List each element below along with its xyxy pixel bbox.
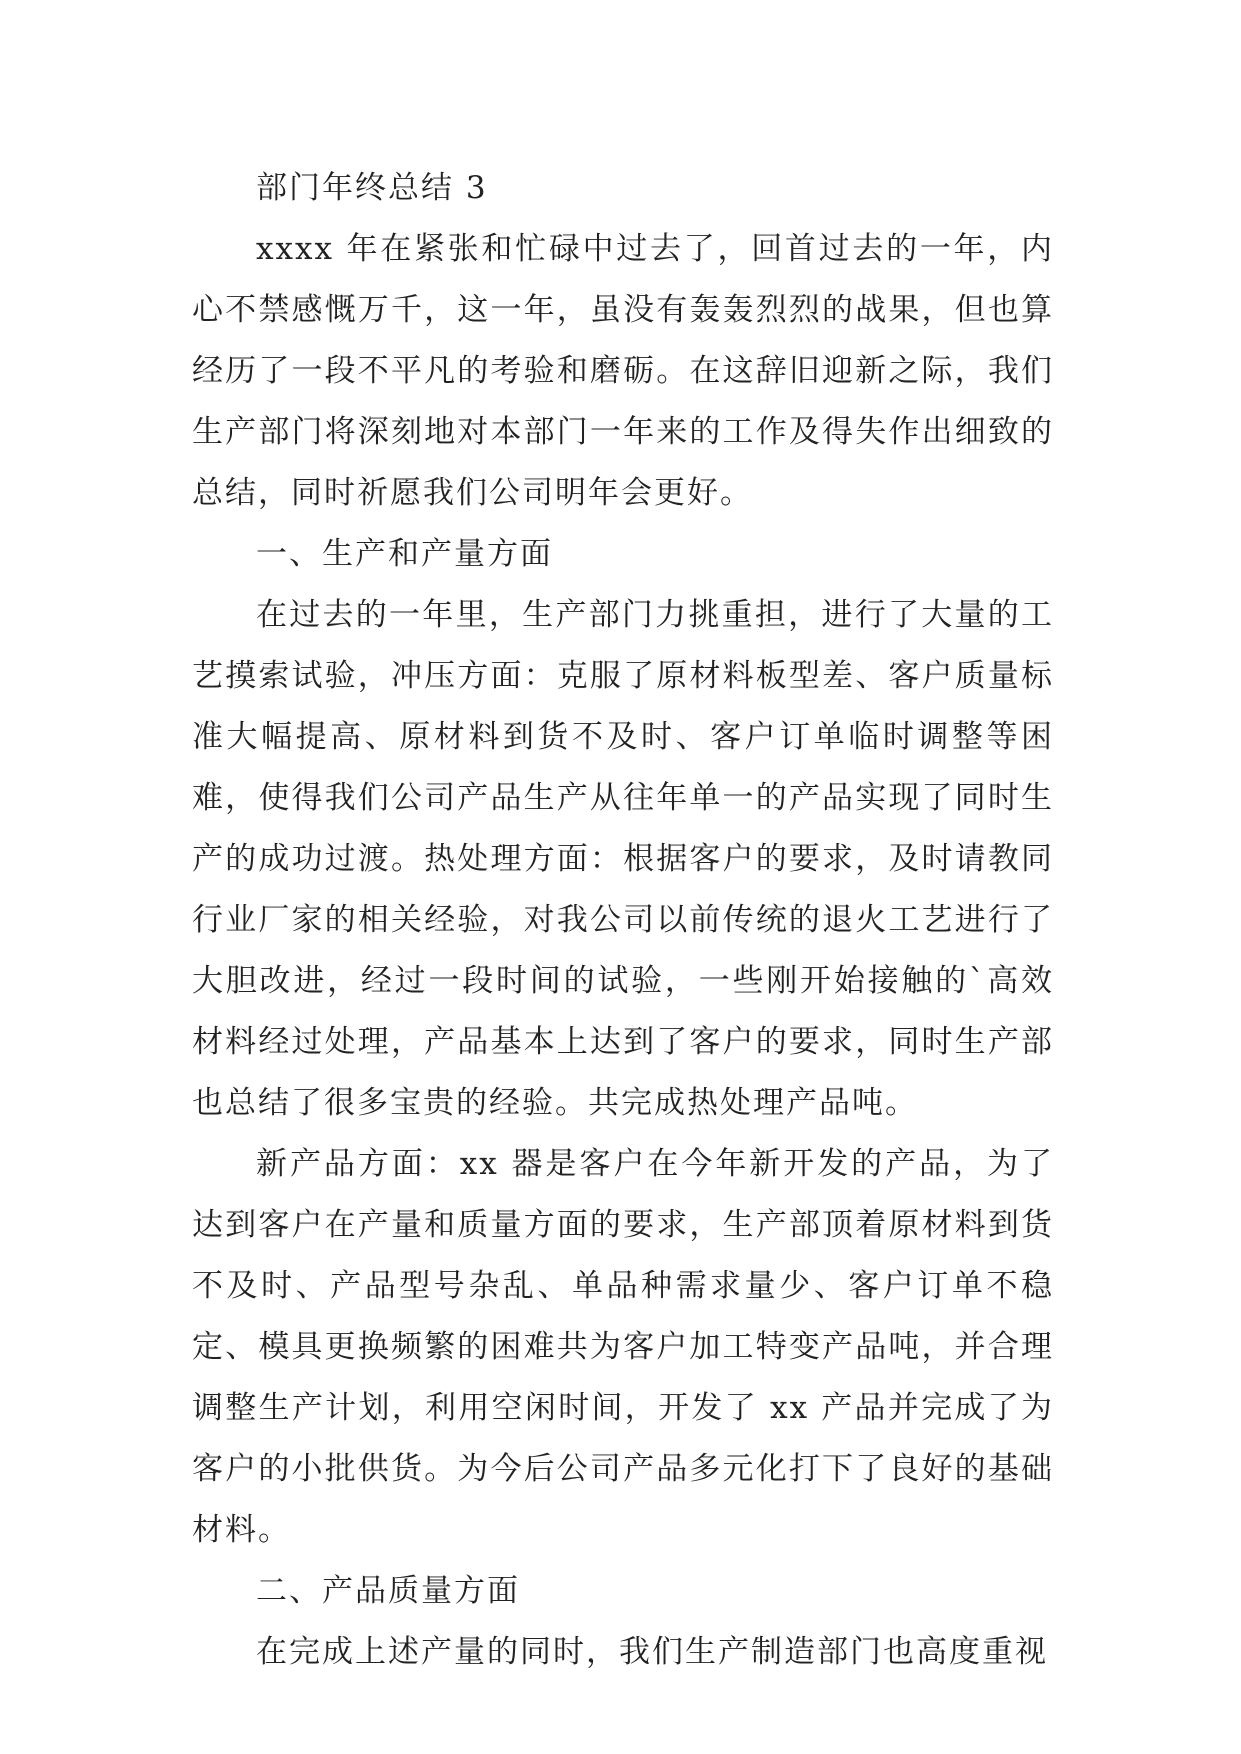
body-paragraph: 新产品方面：xx 器是客户在今年新开发的产品，为了达到客户在产量和质量方面的要求，生产部顶着原材料到货不及时、产品型号杂乱、单品种需求量少、客户订单不稳定、模具更换频繁的困难共为客户加工特变产品吨，并合理调整生产计划，利用空闲时间，开发了 xx 产品并完成了为客户的小批供货。为今后公司产品多元化打下了良好的基础材料。	[192, 1146, 1054, 1548]
body-paragraph: 在完成上述产量的同时，我们生产制造部门也高度重视	[256, 1634, 1048, 1670]
section-heading: 一、生产和产量方面	[256, 536, 553, 572]
body-paragraph: 在过去的一年里，生产部门力挑重担，进行了大量的工艺摸索试验，冲压方面：克服了原材料板型差、客户质量标准大幅提高、原材料到货不及时、客户订单临时调整等困难，使得我们公司产品生产从往年单一的产品实现了同时生产的成功过渡。热处理方面：根据客户的要求，及时请教同行业厂家的相关经验，对我公司以前传统的退火工艺进行了大胆改进，经过一段时间的试验，一些刚开始接触的`高效材料经过处理，产品基本上达到了客户的要求，同时生产部也总结了很多宝贵的经验。共完成热处理产品吨。	[192, 597, 1054, 1121]
document-body	[192, 158, 1054, 1683]
section-heading: 二、产品质量方面	[256, 1573, 520, 1609]
body-paragraph: xxxx 年在紧张和忙碌中过去了，回首过去的一年，内心不禁感慨万千，这一年，虽没有轰轰烈烈的战果，但也算经历了一段不平凡的考验和磨砺。在这辞旧迎新之际，我们生产部门将深刻地对本部门一年来的工作及得失作出细致的总结，同时祈愿我们公司明年会更好。	[192, 231, 1054, 511]
section-title: 部门年终总结 3	[256, 170, 488, 206]
